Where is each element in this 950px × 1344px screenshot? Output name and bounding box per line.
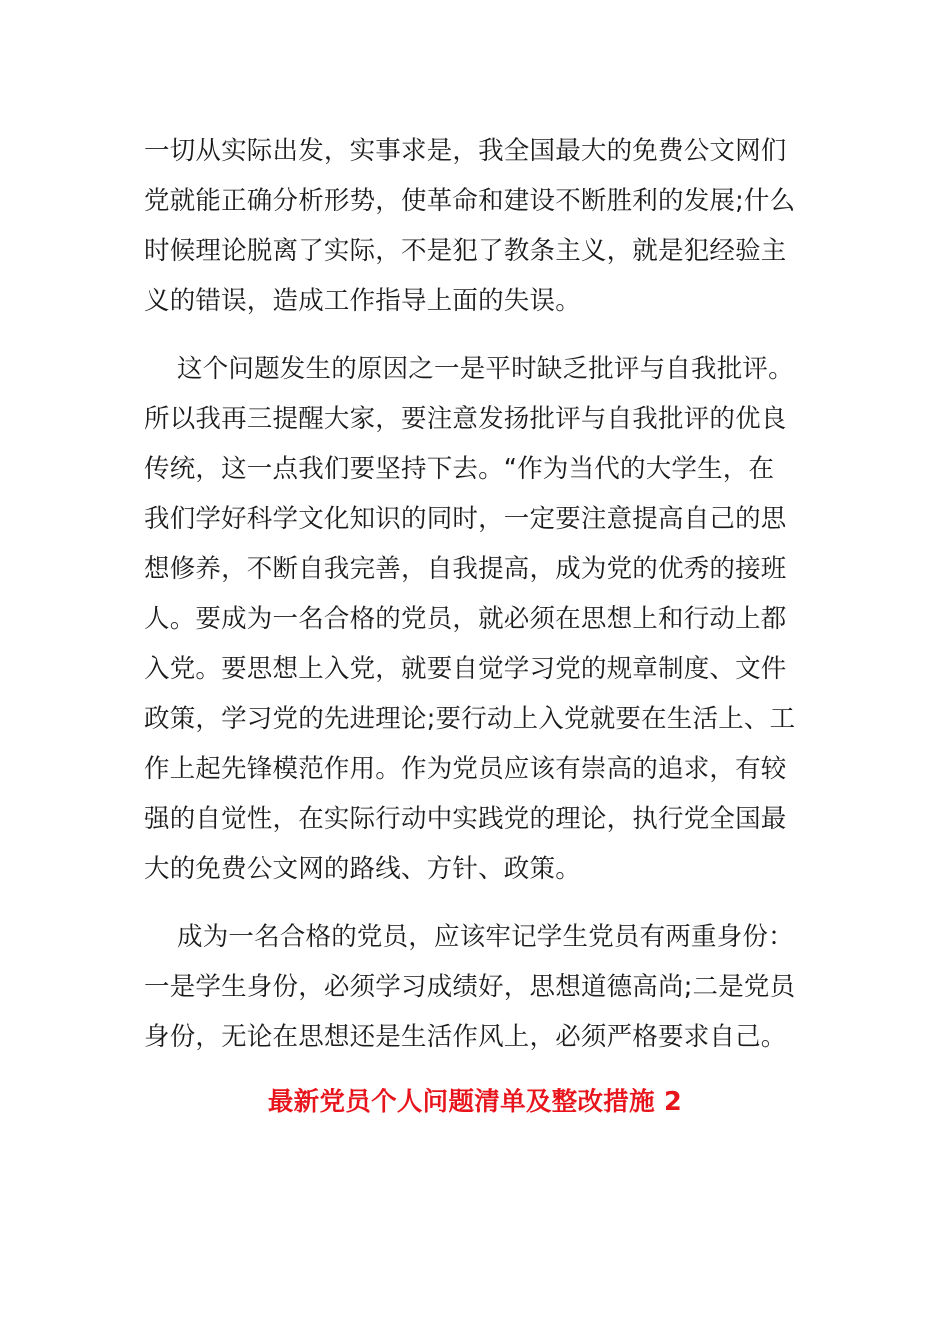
text-line: 强的自觉性，在实际行动中实践党的理论，执行党全国最 xyxy=(144,804,787,834)
text-line: 想修养，不断自我完善，自我提高，成为党的优秀的接班 xyxy=(144,554,787,584)
text-line: 一切从实际出发，实事求是，我全国最大的免费公文网们 xyxy=(144,136,787,166)
text-line: 所以我再三提醒大家，要注意发扬批评与自我批评的优良 xyxy=(144,404,787,434)
text-line: 大的免费公文网的路线、方针、政策。 xyxy=(144,854,581,884)
text-line: 作上起先锋模范作用。作为党员应该有崇高的追求，有较 xyxy=(144,754,787,784)
text-line: 入党。要思想上入党，就要自觉学习党的规章制度、文件 xyxy=(144,654,787,684)
text-line: 人。要成为一名合格的党员，就必须在思想上和行动上都 xyxy=(144,604,787,634)
paragraph-2 xyxy=(144,344,794,894)
section-heading: 最新党员个人问题清单及整改措施 2 xyxy=(267,1087,683,1117)
text-line: 政策，学习党的先进理论;要行动上入党就要在生活上、工 xyxy=(144,704,796,734)
text-line: 成为一名合格的党员，应该牢记学生党员有两重身份： xyxy=(177,922,794,952)
text-line: 一是学生身份，必须学习成绩好，思想道德高尚;二是党员 xyxy=(144,972,796,1002)
text-line: 党就能正确分析形势，使革命和建设不断胜利的发展;什么 xyxy=(144,186,796,216)
text-line: 义的错误，造成工作指导上面的失误。 xyxy=(144,286,581,316)
text-line: 这个问题发生的原因之一是平时缺乏批评与自我批评。 xyxy=(177,354,794,384)
paragraph-3 xyxy=(144,912,794,1062)
document-body xyxy=(144,126,794,1080)
text-line: 我们学好科学文化知识的同时，一定要注意提高自己的思 xyxy=(144,504,787,534)
paragraph-1 xyxy=(144,126,794,326)
text-line: 时候理论脱离了实际，不是犯了教条主义，就是犯经验主 xyxy=(144,236,787,266)
text-line: 身份，无论在思想还是生活作风上，必须严格要求自己。 xyxy=(144,1022,787,1052)
text-line: 传统，这一点我们要坚持下去。“作为当代的大学生，在 xyxy=(144,454,775,484)
